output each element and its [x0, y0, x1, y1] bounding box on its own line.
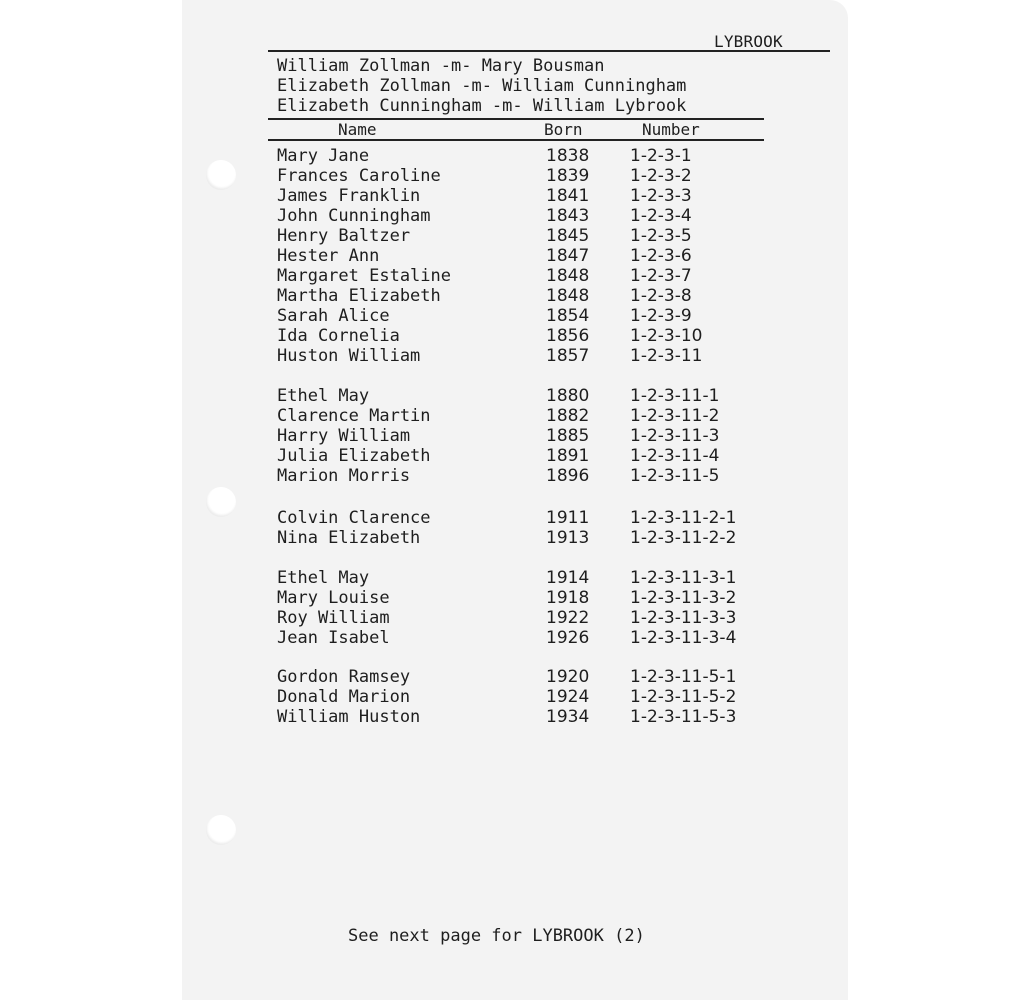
lineage-number: 1-2-3-11-5-1 — [630, 667, 737, 687]
lineage-number: 1-2-3-11-2-2 — [630, 528, 737, 548]
table-row — [0, 146, 1024, 166]
birth-year: 1848 — [546, 286, 590, 306]
birth-year: 1913 — [546, 528, 590, 548]
number-column-header: Number — [642, 120, 700, 139]
birth-year: 1841 — [546, 186, 590, 206]
person-name: Roy William — [277, 608, 390, 628]
person-name: Ethel May — [277, 386, 370, 406]
person-name: Gordon Ramsey — [277, 667, 411, 687]
table-row — [0, 426, 1024, 446]
person-name: James Franklin — [277, 186, 421, 206]
person-name: Mary Jane — [277, 146, 370, 166]
birth-year: 1891 — [546, 446, 590, 466]
lineage-number: 1-2-3-10 — [630, 326, 703, 346]
table-row — [0, 206, 1024, 226]
lineage-number: 1-2-3-11-3-1 — [630, 568, 737, 588]
lineage-number: 1-2-3-11-2-1 — [630, 508, 737, 528]
person-name: Nina Elizabeth — [277, 528, 421, 548]
table-row — [0, 246, 1024, 266]
person-name: Marion Morris — [277, 466, 411, 486]
person-name: Jean Isabel — [277, 628, 390, 648]
birth-year: 1847 — [546, 246, 590, 266]
person-name: Ida Cornelia — [277, 326, 400, 346]
person-name: Harry William — [277, 426, 411, 446]
table-row — [0, 628, 1024, 648]
birth-year: 1838 — [546, 146, 590, 166]
birth-year: 1854 — [546, 306, 590, 326]
lineage-number: 1-2-3-11-4 — [630, 446, 720, 466]
lineage-line: William Zollman -m- Mary Bousman — [277, 56, 605, 76]
lineage-number: 1-2-3-4 — [630, 206, 692, 226]
birth-year: 1922 — [546, 608, 590, 628]
birth-year: 1911 — [546, 508, 590, 528]
birth-year: 1924 — [546, 687, 590, 707]
person-name: Clarence Martin — [277, 406, 431, 426]
person-name: Henry Baltzer — [277, 226, 411, 246]
table-row — [0, 446, 1024, 466]
person-name: Huston William — [277, 346, 421, 366]
person-name: John Cunningham — [277, 206, 431, 226]
birth-year: 1880 — [546, 386, 590, 406]
lineage-number: 1-2-3-11-2 — [630, 406, 720, 426]
person-name: Ethel May — [277, 568, 370, 588]
table-row — [0, 166, 1024, 186]
lineage-number: 1-2-3-11-5 — [630, 466, 720, 486]
table-row — [0, 466, 1024, 486]
lineage-number: 1-2-3-8 — [630, 286, 692, 306]
lineage-number: 1-2-3-11 — [630, 346, 703, 366]
birth-year: 1926 — [546, 628, 590, 648]
table-row — [0, 588, 1024, 608]
name-column-header: Name — [338, 120, 377, 139]
person-name: Julia Elizabeth — [277, 446, 431, 466]
table-row — [0, 528, 1024, 548]
person-name: Frances Caroline — [277, 166, 441, 186]
born-column-header: Born — [544, 120, 583, 139]
table-row — [0, 508, 1024, 528]
lineage-number: 1-2-3-11-5-2 — [630, 687, 737, 707]
person-name: Hester Ann — [277, 246, 380, 266]
lineage-number: 1-2-3-11-3-2 — [630, 588, 737, 608]
birth-year: 1896 — [546, 466, 590, 486]
table-row — [0, 266, 1024, 286]
table-row — [0, 406, 1024, 426]
person-name: Sarah Alice — [277, 306, 390, 326]
person-name: Margaret Estaline — [277, 266, 451, 286]
table-row — [0, 346, 1024, 366]
family-title: LYBROOK — [714, 32, 783, 51]
lineage-block — [277, 56, 686, 116]
birth-year: 1845 — [546, 226, 590, 246]
person-name: William Huston — [277, 707, 421, 727]
birth-year: 1882 — [546, 406, 590, 426]
lineage-number: 1-2-3-11-5-3 — [630, 707, 737, 727]
birth-year: 1934 — [546, 707, 590, 727]
lineage-number: 1-2-3-11-3-3 — [630, 608, 737, 628]
table-row — [0, 568, 1024, 588]
table-row — [0, 306, 1024, 326]
column-header-rule — [268, 139, 764, 141]
table-row — [0, 707, 1024, 727]
lineage-number: 1-2-3-3 — [630, 186, 692, 206]
lineage-number: 1-2-3-6 — [630, 246, 692, 266]
birth-year: 1856 — [546, 326, 590, 346]
header-rule — [268, 50, 830, 52]
lineage-number: 1-2-3-2 — [630, 166, 692, 186]
birth-year: 1914 — [546, 568, 590, 588]
lineage-number: 1-2-3-11-1 — [630, 386, 720, 406]
person-name: Colvin Clarence — [277, 508, 431, 528]
table-row — [0, 286, 1024, 306]
table-row — [0, 326, 1024, 346]
lineage-number: 1-2-3-11-3 — [630, 426, 720, 446]
table-row — [0, 667, 1024, 687]
table-row — [0, 687, 1024, 707]
birth-year: 1857 — [546, 346, 590, 366]
lineage-number: 1-2-3-11-3-4 — [630, 628, 737, 648]
table-row — [0, 386, 1024, 406]
birth-year: 1885 — [546, 426, 590, 446]
lineage-number: 1-2-3-7 — [630, 266, 692, 286]
lineage-number: 1-2-3-1 — [630, 146, 692, 166]
birth-year: 1848 — [546, 266, 590, 286]
birth-year: 1839 — [546, 166, 590, 186]
binder-hole — [206, 815, 236, 845]
lineage-number: 1-2-3-9 — [630, 306, 692, 326]
person-name: Martha Elizabeth — [277, 286, 441, 306]
person-name: Mary Louise — [277, 588, 390, 608]
birth-year: 1920 — [546, 667, 590, 687]
footer-note: See next page for LYBROOK (2) — [348, 926, 645, 946]
table-row — [0, 608, 1024, 628]
lineage-line: Elizabeth Cunningham -m- William Lybrook — [277, 96, 687, 116]
lineage-line: Elizabeth Zollman -m- William Cunningham — [277, 76, 687, 96]
table-row — [0, 226, 1024, 246]
birth-year: 1918 — [546, 588, 590, 608]
birth-year: 1843 — [546, 206, 590, 226]
table-row — [0, 186, 1024, 206]
person-name: Donald Marion — [277, 687, 411, 707]
lineage-number: 1-2-3-5 — [630, 226, 692, 246]
